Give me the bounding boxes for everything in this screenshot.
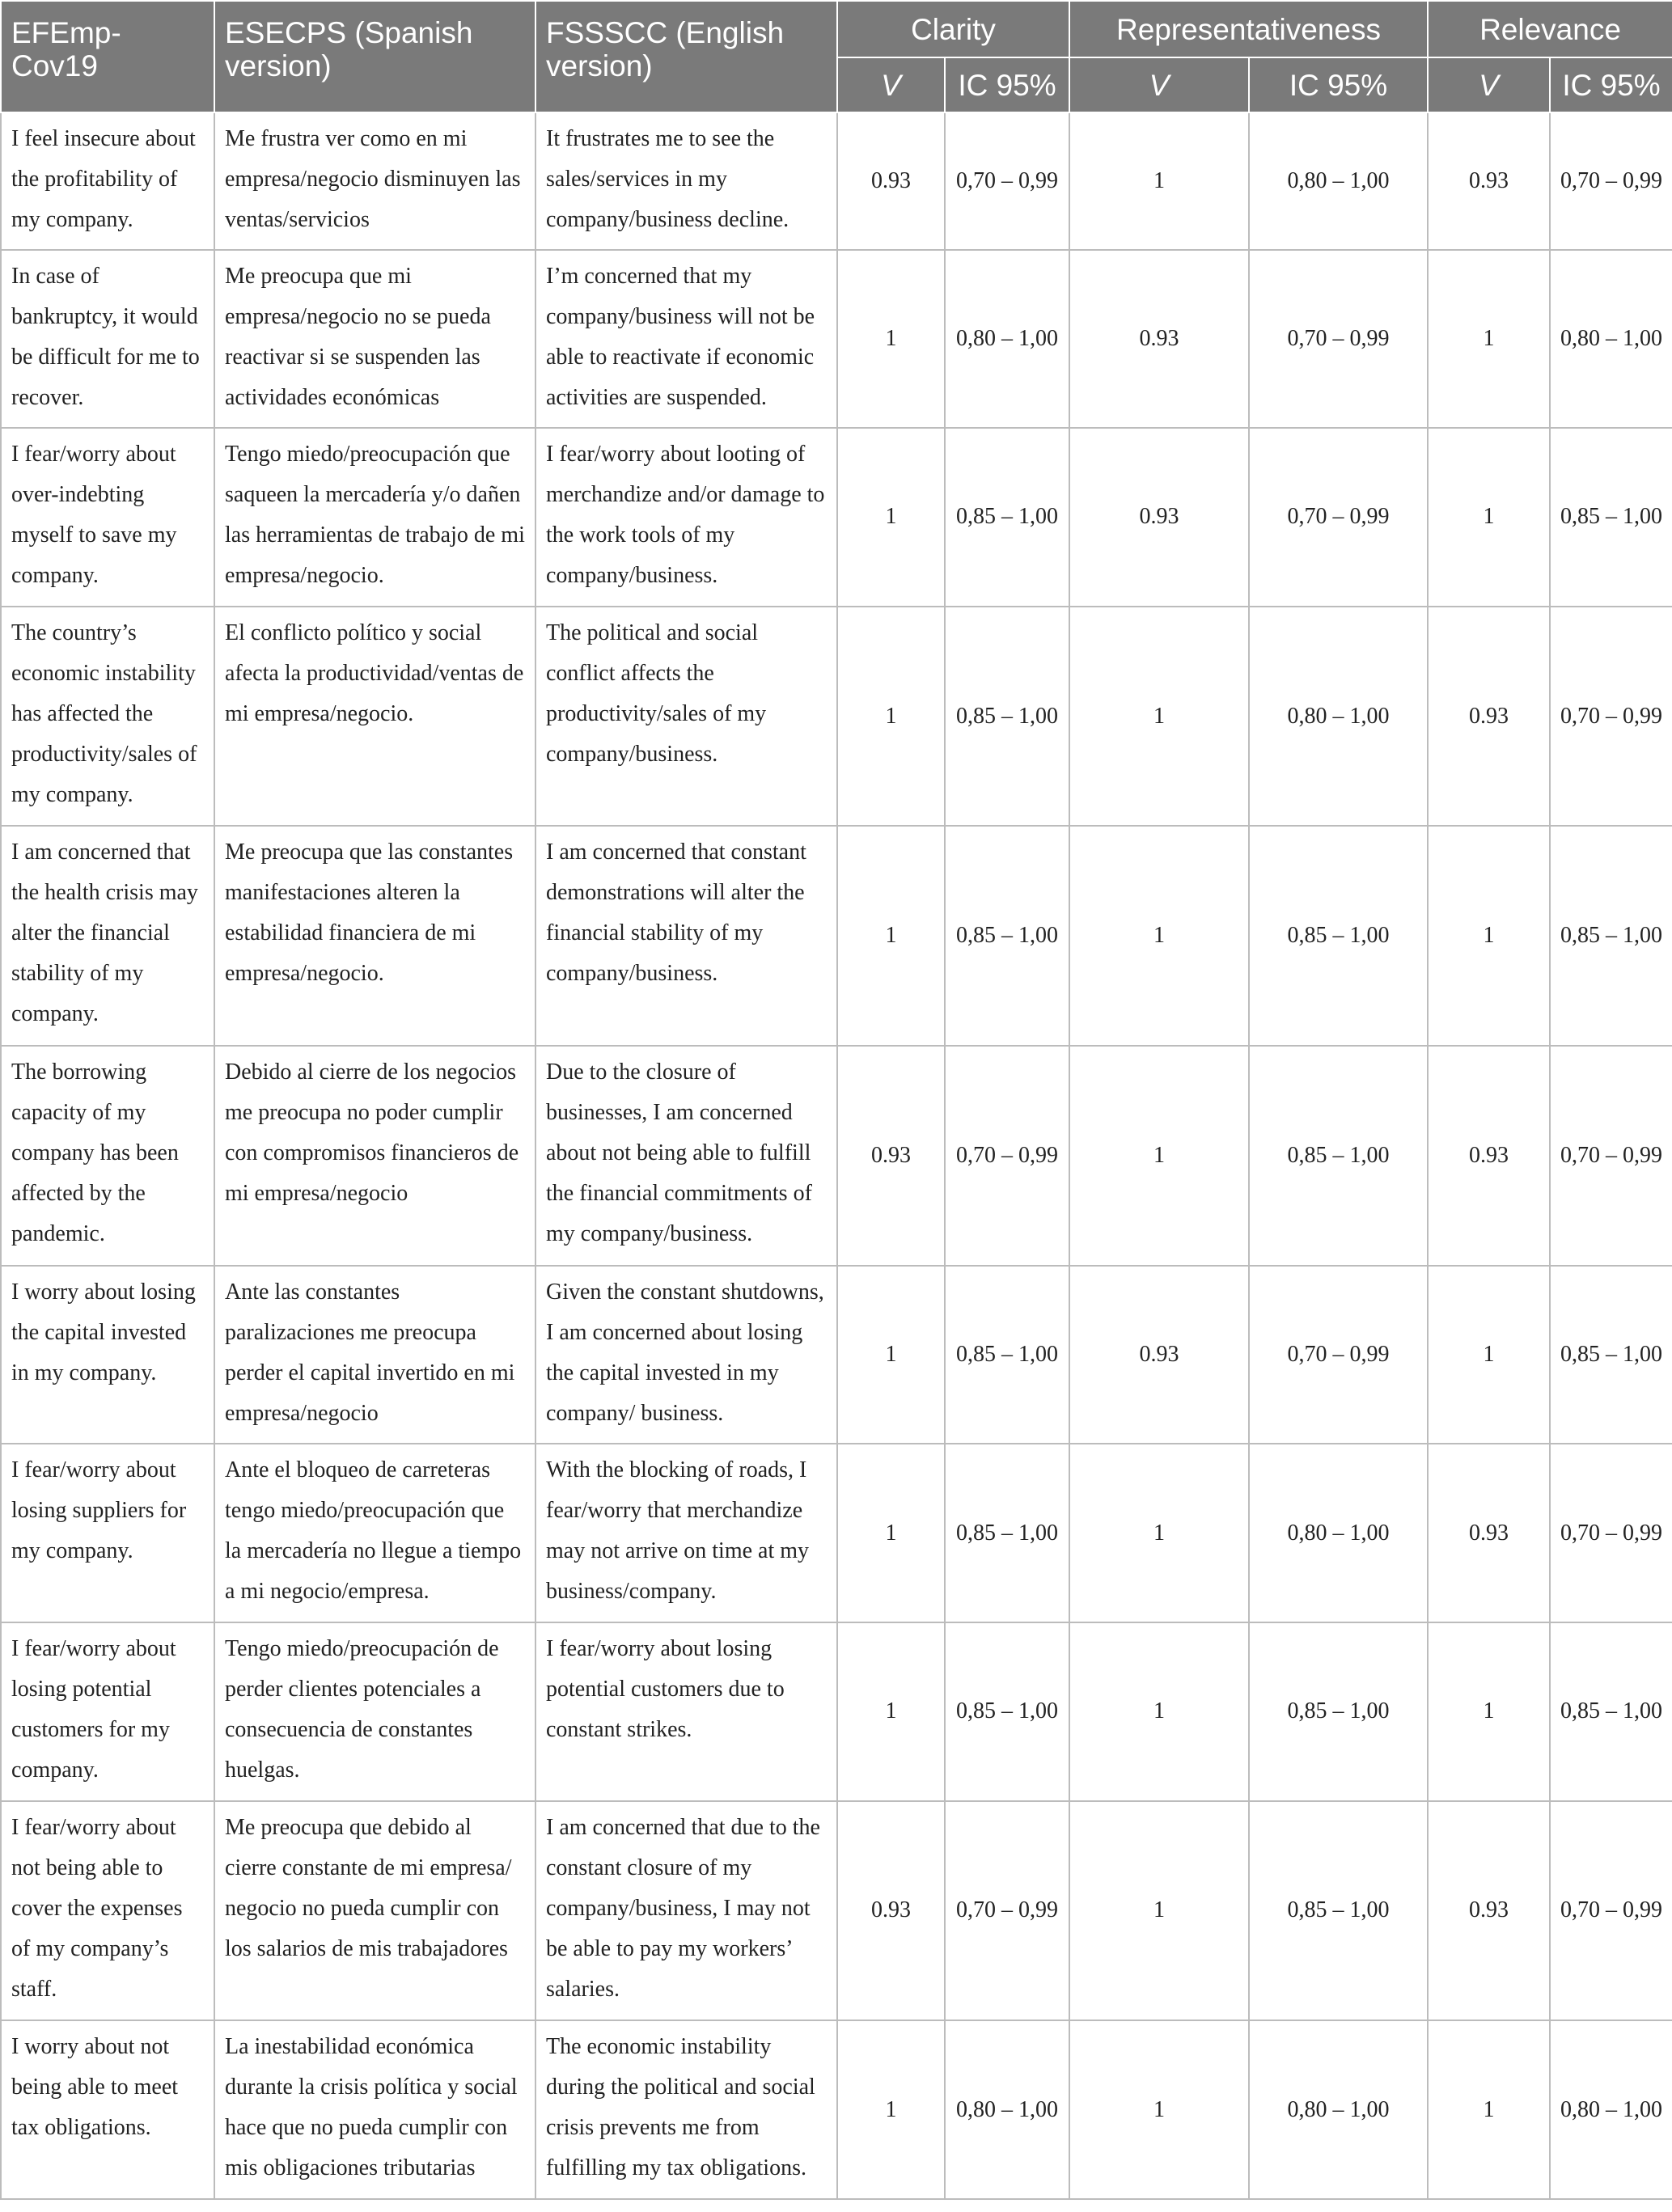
header-representativeness-ic: IC 95%	[1249, 57, 1428, 112]
clarity-ic: 0,80 – 1,00	[945, 250, 1069, 429]
clarity-v: 0.93	[837, 1046, 945, 1266]
clarity-ic: 0,85 – 1,00	[945, 1622, 1069, 1801]
clarity-v: 1	[837, 826, 945, 1046]
clarity-v: 0.93	[837, 1801, 945, 2021]
representativeness-v: 1	[1069, 1801, 1249, 2021]
clarity-v: 0.93	[837, 112, 945, 250]
header-representativeness-v: V	[1069, 57, 1249, 112]
table-row	[1, 826, 1672, 1046]
clarity-ic: 0,85 – 1,00	[945, 607, 1069, 827]
representativeness-ic: 0,85 – 1,00	[1249, 1046, 1428, 1266]
header-clarity: Clarity	[837, 1, 1069, 57]
clarity-ic: 0,85 – 1,00	[945, 428, 1069, 607]
clarity-v: 1	[837, 250, 945, 429]
english-item: The political and social conflict affects the productivity/sales of my company/business.	[535, 607, 837, 827]
clarity-v: 1	[837, 2020, 945, 2199]
english-item: I fear/worry about losing potential customers due to constant strikes.	[535, 1622, 837, 1801]
header-relevance-v: V	[1428, 57, 1550, 112]
relevance-ic: 0,85 – 1,00	[1550, 826, 1672, 1046]
efemp-item: I fear/worry about not being able to cover the expenses of my company’s staff.	[1, 1801, 214, 2021]
clarity-ic: 0,85 – 1,00	[945, 826, 1069, 1046]
table-row	[1, 250, 1672, 429]
relevance-ic: 0,70 – 0,99	[1550, 607, 1672, 827]
clarity-v: 1	[837, 1444, 945, 1622]
efemp-item: I am concerned that the health crisis may alter the financial stability of my company.	[1, 826, 214, 1046]
table-row	[1, 607, 1672, 827]
representativeness-ic: 0,85 – 1,00	[1249, 1801, 1428, 2021]
efemp-item: In case of bankruptcy, it would be difficult for me to recover.	[1, 250, 214, 429]
representativeness-v: 1	[1069, 607, 1249, 827]
header-relevance: Relevance	[1428, 1, 1672, 57]
representativeness-ic: 0,80 – 1,00	[1249, 2020, 1428, 2199]
representativeness-ic: 0,70 – 0,99	[1249, 428, 1428, 607]
representativeness-v: 1	[1069, 1046, 1249, 1266]
english-item: I am concerned that constant demonstrations will alter the financial stability of my company/business.	[535, 826, 837, 1046]
table-row	[1, 112, 1672, 250]
spanish-item: Me preocupa que las constantes manifestaciones alteren la estabilidad financiera de mi empresa/negocio.	[214, 826, 535, 1046]
representativeness-ic: 0,80 – 1,00	[1249, 607, 1428, 827]
relevance-ic: 0,70 – 0,99	[1550, 112, 1672, 250]
table-row	[1, 1801, 1672, 2021]
clarity-v: 1	[837, 607, 945, 827]
table-row	[1, 1046, 1672, 1266]
english-item: With the blocking of roads, I fear/worry that merchandize may not arrive on time at my business/company.	[535, 1444, 837, 1622]
efemp-item: I fear/worry about losing potential customers for my company.	[1, 1622, 214, 1801]
relevance-v: 1	[1428, 1266, 1550, 1444]
english-item: Due to the closure of businesses, I am concerned about not being able to fulfill the financial commitments of my company/business.	[535, 1046, 837, 1266]
relevance-v: 1	[1428, 1622, 1550, 1801]
relevance-v: 0.93	[1428, 1444, 1550, 1622]
english-item: I’m concerned that my company/business will not be able to reactivate if economic activities are suspended.	[535, 250, 837, 429]
relevance-ic: 0,85 – 1,00	[1550, 1622, 1672, 1801]
relevance-v: 1	[1428, 826, 1550, 1046]
english-item: I fear/worry about looting of merchandize and/or damage to the work tools of my company/business.	[535, 428, 837, 607]
relevance-v: 0.93	[1428, 112, 1550, 250]
english-item: Given the constant shutdowns, I am concerned about losing the capital invested in my company/ business.	[535, 1266, 837, 1444]
header-relevance-ic: IC 95%	[1550, 57, 1672, 112]
table-row	[1, 428, 1672, 607]
spanish-item: Debido al cierre de los negocios me preocupa no poder cumplir con compromisos financieros de mi empresa/negocio	[214, 1046, 535, 1266]
spanish-item: Tengo miedo/preocupación de perder clientes potenciales a consecuencia de constantes huelgas.	[214, 1622, 535, 1801]
clarity-v: 1	[837, 1622, 945, 1801]
representativeness-v: 1	[1069, 826, 1249, 1046]
clarity-ic: 0,70 – 0,99	[945, 112, 1069, 250]
relevance-ic: 0,70 – 0,99	[1550, 1801, 1672, 2021]
spanish-item: Me frustra ver como en mi empresa/negocio disminuyen las ventas/servicios	[214, 112, 535, 250]
efemp-item: I feel insecure about the profitability of my company.	[1, 112, 214, 250]
table-row	[1, 1622, 1672, 1801]
representativeness-ic: 0,70 – 0,99	[1249, 250, 1428, 429]
clarity-ic: 0,70 – 0,99	[945, 1046, 1069, 1266]
spanish-item: Ante las constantes paralizaciones me preocupa perder el capital invertido en mi empresa/negocio	[214, 1266, 535, 1444]
relevance-ic: 0,85 – 1,00	[1550, 1266, 1672, 1444]
efemp-item: I worry about losing the capital invested in my company.	[1, 1266, 214, 1444]
clarity-ic: 0,70 – 0,99	[945, 1801, 1069, 2021]
table-row	[1, 1266, 1672, 1444]
spanish-item: Me preocupa que debido al cierre constante de mi empresa/ negocio no pueda cumplir con los salarios de mis trabajadores	[214, 1801, 535, 2021]
spanish-item: Ante el bloqueo de carreteras tengo miedo/preocupación que la mercadería no llegue a tiempo a mi negocio/empresa.	[214, 1444, 535, 1622]
header-clarity-ic: IC 95%	[945, 57, 1069, 112]
relevance-ic: 0,70 – 0,99	[1550, 1444, 1672, 1622]
representativeness-v: 1	[1069, 1622, 1249, 1801]
representativeness-ic: 0,85 – 1,00	[1249, 826, 1428, 1046]
relevance-ic: 0,85 – 1,00	[1550, 428, 1672, 607]
relevance-v: 0.93	[1428, 1046, 1550, 1266]
clarity-v: 1	[837, 428, 945, 607]
header-clarity-v: V	[837, 57, 945, 112]
efemp-item: I fear/worry about over-indebting myself to save my company.	[1, 428, 214, 607]
relevance-v: 0.93	[1428, 607, 1550, 827]
representativeness-v: 0.93	[1069, 250, 1249, 429]
representativeness-v: 0.93	[1069, 428, 1249, 607]
header-english-version: FSSSCC (English version)	[535, 1, 837, 112]
representativeness-ic: 0,70 – 0,99	[1249, 1266, 1428, 1444]
relevance-ic: 0,70 – 0,99	[1550, 1046, 1672, 1266]
spanish-item: Tengo miedo/preocupación que saqueen la mercadería y/o dañen las herramientas de trabajo de mi empresa/negocio.	[214, 428, 535, 607]
table-row	[1, 1444, 1672, 1622]
relevance-v: 1	[1428, 250, 1550, 429]
relevance-ic: 0,80 – 1,00	[1550, 2020, 1672, 2199]
efemp-item: I worry about not being able to meet tax obligations.	[1, 2020, 214, 2199]
representativeness-v: 0.93	[1069, 1266, 1249, 1444]
efemp-item: The country’s economic instability has affected the productivity/sales of my company.	[1, 607, 214, 827]
representativeness-ic: 0,85 – 1,00	[1249, 1622, 1428, 1801]
relevance-v: 1	[1428, 428, 1550, 607]
representativeness-ic: 0,80 – 1,00	[1249, 112, 1428, 250]
english-item: The economic instability during the political and social crisis prevents me from fulfilling my tax obligations.	[535, 2020, 837, 2199]
table-row	[1, 2020, 1672, 2199]
efemp-item: I fear/worry about losing suppliers for my company.	[1, 1444, 214, 1622]
clarity-v: 1	[837, 1266, 945, 1444]
spanish-item: El conflicto político y social afecta la productividad/ventas de mi empresa/negocio.	[214, 607, 535, 827]
clarity-ic: 0,85 – 1,00	[945, 1444, 1069, 1622]
clarity-ic: 0,85 – 1,00	[945, 1266, 1069, 1444]
clarity-ic: 0,80 – 1,00	[945, 2020, 1069, 2199]
header-spanish-version: ESECPS (Spanish version)	[214, 1, 535, 112]
relevance-v: 1	[1428, 2020, 1550, 2199]
english-item: I am concerned that due to the constant closure of my company/business, I may not be able to pay my workers’ salaries.	[535, 1801, 837, 2021]
representativeness-v: 1	[1069, 112, 1249, 250]
efemp-item: The borrowing capacity of my company has been affected by the pandemic.	[1, 1046, 214, 1266]
spanish-item: Me preocupa que mi empresa/negocio no se pueda reactivar si se suspenden las actividades económicas	[214, 250, 535, 429]
english-item: It frustrates me to see the sales/services in my company/business decline.	[535, 112, 837, 250]
relevance-v: 0.93	[1428, 1801, 1550, 2021]
relevance-ic: 0,80 – 1,00	[1550, 250, 1672, 429]
representativeness-v: 1	[1069, 1444, 1249, 1622]
header-representativeness: Representativeness	[1069, 1, 1428, 57]
representativeness-v: 1	[1069, 2020, 1249, 2199]
spanish-item: La inestabilidad económica durante la crisis política y social hace que no pueda cumplir con mis obligaciones tributarias	[214, 2020, 535, 2199]
representativeness-ic: 0,80 – 1,00	[1249, 1444, 1428, 1622]
header-efemp: EFEmp-Cov19	[1, 1, 214, 112]
